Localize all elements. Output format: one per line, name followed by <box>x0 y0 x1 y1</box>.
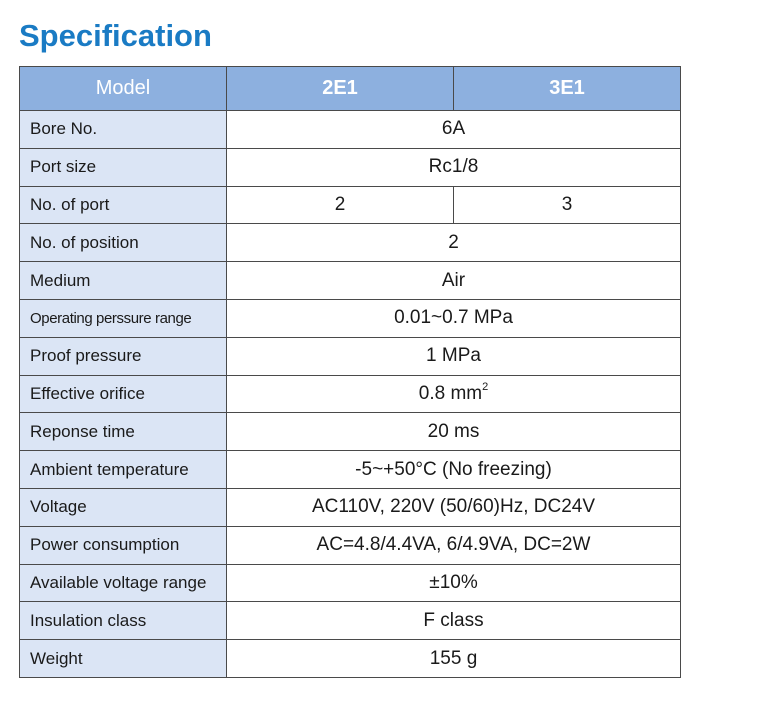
row-value-power: AC=4.8/4.4VA, 6/4.9VA, DC=2W <box>227 526 681 564</box>
header-2e1: 2E1 <box>227 67 454 111</box>
row-value-proof: 1 MPa <box>227 337 681 375</box>
row-value-medium: Air <box>227 262 681 300</box>
row-value-pressure: 0.01~0.7 MPa <box>227 299 681 337</box>
table-row <box>20 224 681 262</box>
row-label-pressure: Operating perssure range <box>20 299 227 337</box>
row-label-ambient: Ambient temperature <box>20 451 227 489</box>
table-row <box>20 602 681 640</box>
row-label-response: Reponse time <box>20 413 227 451</box>
table-row <box>20 640 681 678</box>
row-label-proof: Proof pressure <box>20 337 227 375</box>
row-value-ports-3e1: 3 <box>454 186 681 224</box>
row-value-positions: 2 <box>227 224 681 262</box>
orifice-value-text: 0.8 mm <box>418 382 483 404</box>
row-value-voltage: AC110V, 220V (50/60)Hz, DC24V <box>227 488 681 526</box>
page-title: Specification <box>19 18 212 53</box>
table-row <box>20 526 681 564</box>
row-value-ambient: -5~+50°C (No freezing) <box>227 451 681 489</box>
table-row <box>20 262 681 300</box>
header-3e1: 3E1 <box>454 67 681 111</box>
row-label-voltage: Voltage <box>20 488 227 526</box>
row-value-response: 20 ms <box>227 413 681 451</box>
table-row <box>20 111 681 149</box>
row-value-port-size: Rc1/8 <box>227 148 681 186</box>
table-header-row <box>20 67 681 111</box>
table-row <box>20 564 681 602</box>
table-row <box>20 299 681 337</box>
table-row <box>20 337 681 375</box>
row-label-power: Power consumption <box>20 526 227 564</box>
table-row <box>20 413 681 451</box>
specification-table <box>19 66 681 678</box>
row-label-orifice: Effective orifice <box>20 375 227 413</box>
row-label-weight: Weight <box>20 640 227 678</box>
row-label-voltage-range: Available voltage range <box>20 564 227 602</box>
orifice-unit-superscript: 2 <box>482 380 489 393</box>
header-model: Model <box>20 67 227 111</box>
row-value-insulation: F class <box>227 602 681 640</box>
row-label-bore: Bore No. <box>20 111 227 149</box>
row-label-insulation: Insulation class <box>20 602 227 640</box>
table-row <box>20 451 681 489</box>
row-value-orifice <box>227 375 681 413</box>
table-row <box>20 148 681 186</box>
row-value-bore: 6A <box>227 111 681 149</box>
row-label-positions: No. of position <box>20 224 227 262</box>
table-row <box>20 186 681 224</box>
row-value-weight: 155 g <box>227 640 681 678</box>
row-label-medium: Medium <box>20 262 227 300</box>
table-row <box>20 375 681 413</box>
row-value-voltage-range: ±10% <box>227 564 681 602</box>
row-label-ports: No. of port <box>20 186 227 224</box>
table-row <box>20 488 681 526</box>
row-value-ports-2e1: 2 <box>227 186 454 224</box>
row-label-port-size: Port size <box>20 148 227 186</box>
